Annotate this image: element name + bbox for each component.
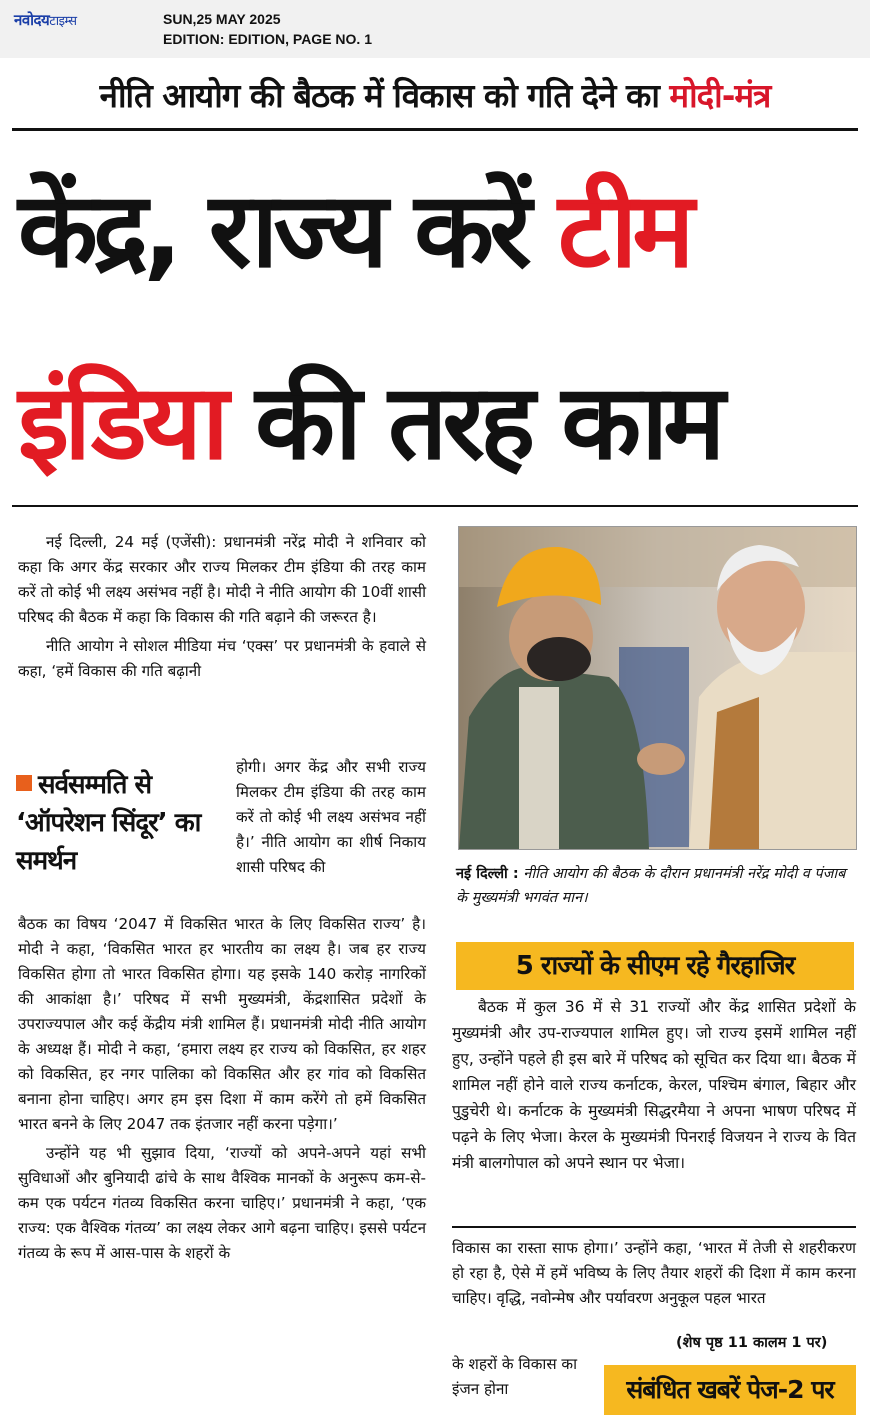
continued-page-note[interactable] bbox=[676, 1332, 827, 1352]
caption-place: नई दिल्ली : bbox=[456, 866, 519, 882]
headline-line2-black: की तरह काम bbox=[223, 361, 721, 483]
article-paragraph: होगी। अगर केंद्र और सभी राज्य मिलकर टीम इंडिया की तरह काम करें तो कोई भी लक्ष्य असंभव नहीं है।’ नीति आयोग का शीर्ष निकाय शासी परिषद की bbox=[236, 758, 426, 876]
sidebar-divider bbox=[452, 1226, 856, 1228]
photo-caption bbox=[456, 862, 856, 910]
sub-headline-text: सर्वसम्मति से ‘ऑपरेशन सिंदूर’ का समर्थन bbox=[16, 770, 201, 876]
caption-text: नीति आयोग की बैठक के दौरान प्रधानमंत्री नरेंद्र मोदी व पंजाब के मुख्यमंत्री भगवंत मान। bbox=[456, 866, 846, 906]
article-paragraph: बैठक का विषय ‘2047 में विकसित भारत के लिए विकसित राज्य’ है। मोदी ने कहा, ‘विकसित भारत हर भारतीय का लक्ष्य है। जब हर राज्य विकसित होगा तो भारत विकसित होगा। यह इसके 140 करोड़ नागरिकों की आकांक्षा है।’ परिषद में सभी मुख्यमंत्री, केंद्रशासित प्रदेशों के उपराज्यपाल और कई केंद्रीय मंत्री शामिल हैं। प्रधानमंत्री मोदी नीति आयोग के अध्यक्ष हैं। मोदी ने कहा, ‘हमारा लक्ष्य हर राज्य को विकसित, हर शहर को विकसित, हर नगर पालिका को विकसित और हर गांव को विकसित बनाना होना चाहिए। अगर हम इस दिशा में काम करेंगे तो हमें विकसित भारत बनने के लिए 2047 तक इंतजार नहीं करना पड़ेगा।’ bbox=[18, 915, 426, 1133]
article-narrow-column bbox=[236, 755, 426, 880]
article-body bbox=[18, 912, 426, 1266]
article-continuation-end bbox=[452, 1352, 594, 1402]
article-paragraph: उन्होंने यह भी सुझाव दिया, ‘राज्यों को अपने-अपने यहां सभी सुविधाओं और बुनियादी ढांचे के साथ वैश्विक मानकों के अनुरूप कम-से-कम एक पर्यटन गंतव्य विकसित करना चाहिए।’ प्रधानमंत्री ने कहा, ‘एक राज्य: एक वैश्विक गंतव्य’ का लक्ष्य लेकर आगे बढ़ना चाहिए। इससे पर्यटन गंतव्य के रूप में आस-पास के शहरों के bbox=[18, 1144, 426, 1262]
logo-text: नवोदय bbox=[14, 11, 50, 29]
sidebar-title-box bbox=[456, 942, 854, 990]
article-lead bbox=[18, 530, 426, 684]
headline-line1-black: केंद्र, राज्य करें bbox=[18, 169, 558, 291]
divider-rule-2 bbox=[12, 505, 858, 507]
article-paragraph: नई दिल्ली, 24 मई (एजेंसी): प्रधानमंत्री नरेंद्र मोदी ने शनिवार को कहा कि अगर केंद्र सरकार और राज्य मिलकर टीम इंडिया की तरह काम करें तो कोई भी लक्ष्य असंभव नहीं है। मोदी ने नीति आयोग की 10वीं शासी परिषद की बैठक में कहा कि विकास की गति बढ़ाने की जरूरत है। bbox=[18, 533, 426, 626]
divider-rule bbox=[12, 128, 858, 131]
kicker-highlight: मोदी-मंत्र bbox=[669, 76, 771, 115]
headline-line2-red: इंडिया bbox=[18, 361, 224, 483]
kicker-text: नीति आयोग की बैठक में विकास को गति देने का bbox=[99, 76, 670, 115]
main-headline-line2 bbox=[18, 362, 868, 482]
continued-page-text: (शेष पृष्ठ 11 कालम 1 पर) bbox=[676, 1335, 828, 1351]
dateline bbox=[163, 9, 372, 49]
related-news-box[interactable] bbox=[604, 1365, 856, 1415]
headline-line1-red: टीम bbox=[557, 169, 690, 291]
kicker-headline bbox=[0, 72, 870, 117]
main-headline-line1 bbox=[18, 170, 868, 290]
masthead bbox=[0, 0, 870, 58]
article-paragraph: नीति आयोग ने सोशल मीडिया मंच ‘एक्स’ पर प्रधानमंत्री के हवाले से कहा, ‘हमें विकास की गति बढ़ानी bbox=[18, 637, 426, 680]
sub-headline bbox=[16, 766, 234, 880]
sidebar-paragraph: बैठक में कुल 36 में से 31 राज्यों और केंद्र शासित प्रदेशों के मुख्यमंत्री और उप-राज्यपाल शामिल हुए। जो राज्य इसमें शामिल नहीं हुए, उन्होंने पहले ही इस बारे में परिषद को सूचित कर दिया था। बैठक में शामिल नहीं होने वाले राज्य कर्नाटक, केरल, पश्चिम बंगाल, बिहार और पुडुचेरी थे। कर्नाटक के मुख्यमंत्री सिद्धरमैया ने अपना भाषण परिषद में पढ़ने के लिए भेजा। केरल के मुख्यमंत्री पिनराई विजयन ने राज्य के वित मंत्री बालगोपाल को अपने स्थान पर भेजा। bbox=[452, 998, 856, 1172]
newspaper-logo[interactable] bbox=[14, 10, 77, 30]
sidebar-body bbox=[452, 994, 856, 1176]
edition-info: EDITION: EDITION, PAGE NO. 1 bbox=[163, 31, 372, 47]
article-paragraph: के शहरों के विकास का इंजन होना bbox=[452, 1355, 578, 1398]
logo-suffix: टाइम्स bbox=[49, 14, 77, 29]
bullet-square-icon bbox=[16, 775, 32, 791]
news-photo bbox=[458, 526, 857, 850]
article-continuation bbox=[452, 1236, 856, 1311]
edition-date: SUN,25 MAY 2025 bbox=[163, 11, 281, 27]
photo-image bbox=[459, 527, 856, 849]
related-news-label: संबंधित खबरें पेज-2 पर bbox=[626, 1375, 834, 1404]
sidebar-title: 5 राज्यों के सीएम रहे गैरहाजिर bbox=[515, 951, 795, 981]
article-paragraph: विकास का रास्ता साफ होगा।’ उन्होंने कहा, ‘भारत में तेजी से शहरीकरण हो रहा है, ऐसे में हमें भविष्य के लिए तैयार शहरों की दिशा में काम करना चाहिए। वृद्धि, नवोन्मेष और पर्यावरण अनुकूल पहल भारत bbox=[452, 1239, 856, 1307]
